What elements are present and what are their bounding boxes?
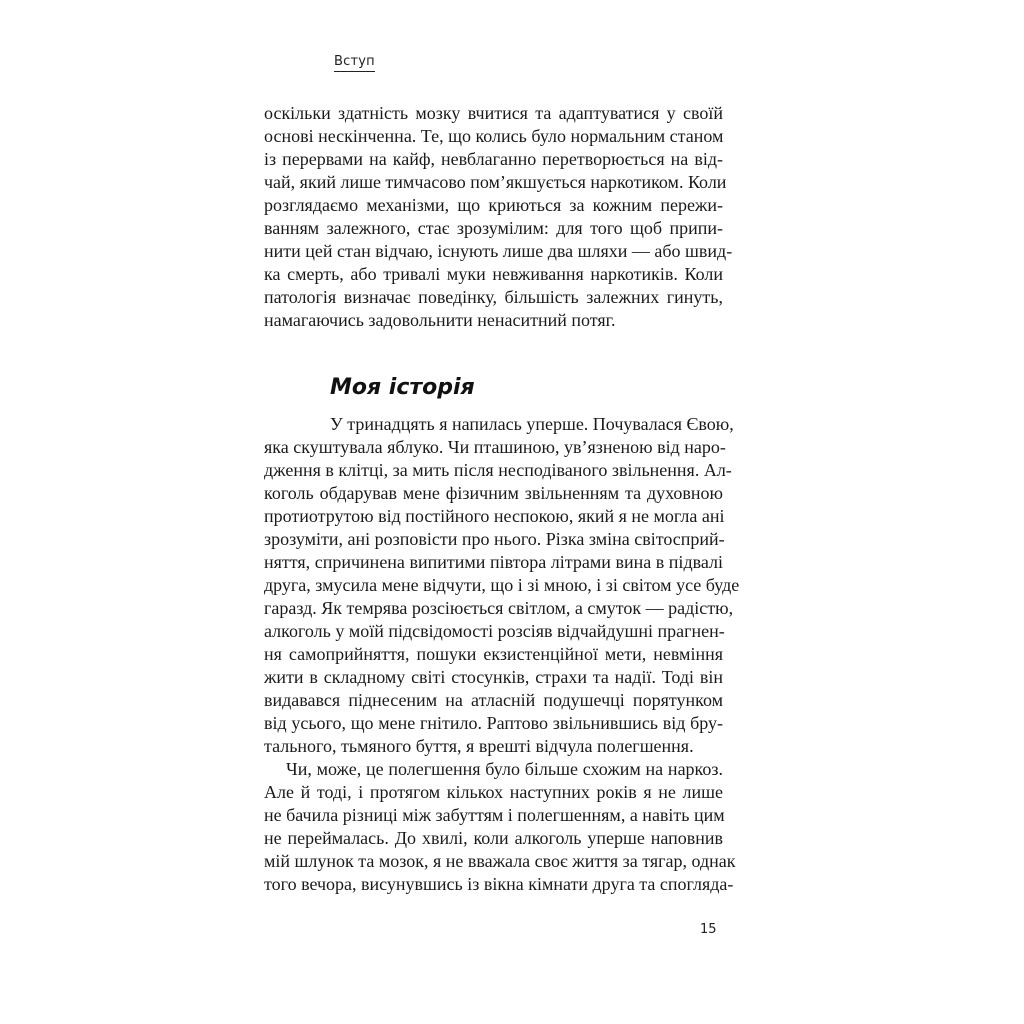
text-line: зрозуміти, ані розповісти про нього. Різка зміна світосприй- (264, 529, 725, 549)
text-line: У тринадцять я напилась уперше. Почувалася Євою, (330, 414, 734, 434)
text-line: ня самоприйняття, пошуки екзистенційної мети, невміння (264, 644, 723, 664)
running-head: Вступ (334, 54, 375, 72)
text-line: видавався піднесеним на атласній подушечці порятунком (264, 690, 723, 710)
text-line: основі нескінченна. Те, що колись було нормальним станом (264, 126, 724, 146)
text-line: жити в складному світі стосунків, страхи та надії. Тоді він (264, 667, 723, 687)
text-line: протиотрутою від постійного неспокою, який я не могла ані (264, 506, 725, 526)
text-line: Але й тоді, і протягом кількох наступних років я не лише (264, 782, 723, 802)
text-line: від усього, що мене гнітило. Раптово звільнившись від бру- (264, 713, 723, 733)
text-line: мій шлунок та мозок, я не вважала своє життя за тягар, однак (264, 851, 736, 871)
text-line: няття, спричинена випитими півтора літрами вина в підвалі (264, 552, 723, 572)
text-line: не бачила різниці між забуттям і полегшенням, а навіть цим (264, 805, 725, 825)
story-paragraphs (264, 413, 740, 896)
intro-paragraph (264, 102, 733, 332)
text-line: патологія визначає поведінку, більшість залежних гинуть, (264, 287, 723, 307)
text-line: гаразд. Як темрява розсіюється світлом, а смуток — радістю, (264, 598, 734, 618)
text-line: намагаючись задовольнити ненаситний потяг. (264, 310, 616, 330)
text-line: Чи, може, це полегшення було більше схожим на наркоз. (286, 759, 723, 779)
text-line: чай, який лише тимчасово пом’якшується наркотиком. Коли (264, 172, 727, 192)
text-line: нити цей стан відчаю, існують лише два шляхи — або швид- (264, 241, 733, 261)
text-line: ванням залежного, стає зрозумілим: для того щоб припи- (264, 218, 723, 238)
section-title: Моя історія (330, 375, 475, 400)
text-line: тального, тьмяного буття, я врешті відчула полегшення. (264, 736, 694, 756)
page-number: 15 (700, 922, 717, 937)
text-line: із перервами на кайф, невблаганно перетворюється на від- (264, 149, 723, 169)
text-line: оскільки здатність мозку вчитися та адаптуватися у своїй (264, 103, 723, 123)
text-line: того вечора, висунувшись із вікна кімнати друга та спогляда- (264, 874, 734, 894)
text-line: дження в клітці, за мить після несподіваного звільнення. Ал- (264, 460, 732, 480)
text-line: розглядаємо механізми, що криються за кожним пережи- (264, 195, 723, 215)
text-line: ка смерть, або тривалі муки невживання наркотиків. Коли (264, 264, 723, 284)
text-line: не переймалась. До хвилі, коли алкоголь уперше наповнив (264, 828, 723, 848)
text-line: друга, змусила мене відчути, що і зі мною, і зі світом усе буде (264, 575, 740, 595)
text-line: алкоголь у моїй підсвідомості розсіяв відчайдушні прагнен- (264, 621, 725, 641)
text-line: яка скуштувала яблуко. Чи пташиною, ув’язненою від наро- (264, 437, 726, 457)
text-line: коголь обдарував мене фізичним звільненням та духовною (264, 483, 723, 503)
